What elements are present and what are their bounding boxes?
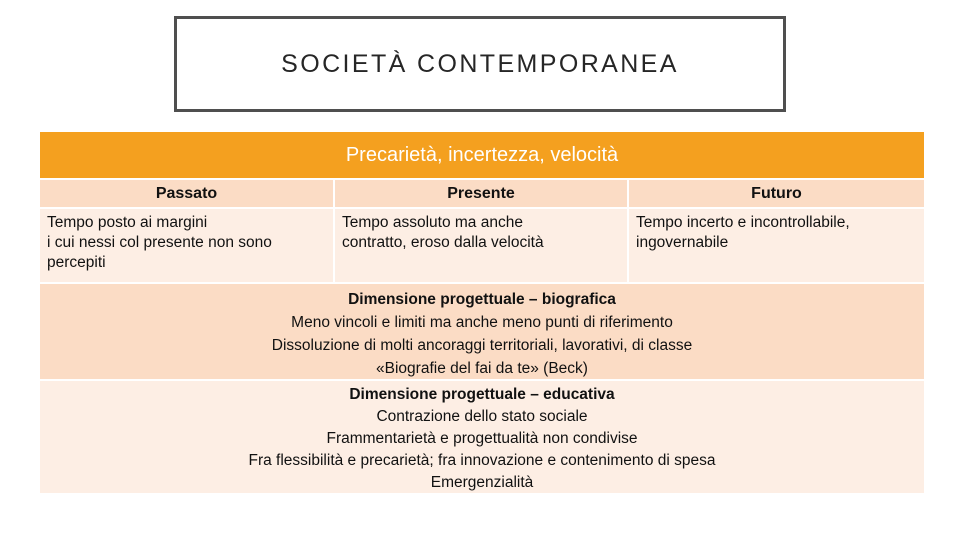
description-line: percepiti: [47, 254, 106, 271]
description-line: ingovernabile: [636, 234, 729, 251]
title-box: [174, 16, 786, 112]
table-header: [40, 130, 924, 178]
description-line: Tempo assoluto ma anche: [342, 214, 523, 231]
block-educativa: [40, 379, 924, 493]
description-line: Tempo incerto e incontrollabile,: [636, 214, 850, 231]
column-header-presente: Presente: [333, 180, 627, 207]
description-line: Tempo posto ai margini: [47, 214, 208, 231]
block-line: Emergenzialità: [430, 474, 534, 491]
block-heading: Dimensione progettuale – educativa: [349, 386, 615, 403]
description-line: contratto, eroso dalla velocità: [342, 234, 544, 251]
block-line: Contrazione dello stato sociale: [376, 408, 588, 425]
description-futuro: [627, 209, 924, 282]
column-header-passato: Passato: [40, 180, 333, 207]
block-line: Frammentarietà e progettualità non condivise: [326, 430, 638, 447]
descriptions-row: [40, 207, 924, 282]
block-line: Dissoluzione di molti ancoraggi territoriali, lavorativi, di classe: [271, 337, 693, 354]
block-line: «Biografie del fai da te» (Beck): [376, 360, 588, 377]
content-table: [40, 130, 924, 493]
description-passato: [40, 209, 333, 282]
block-heading: Dimensione progettuale – biografica: [348, 291, 616, 308]
table-header-text: Precarietà, incertezza, velocità: [345, 143, 619, 166]
description-presente: [333, 209, 627, 282]
description-line: i cui nessi col presente non sono: [47, 234, 272, 251]
block-line: Fra flessibilità e precarietà; fra innovazione e contenimento di spesa: [248, 452, 716, 469]
block-line: Meno vincoli e limiti ma anche meno punti di riferimento: [291, 314, 673, 331]
slide-title: SOCIETÀ CONTEMPORANEA: [281, 49, 679, 78]
column-headers-row: [40, 178, 924, 207]
column-header-futuro: Futuro: [627, 180, 924, 207]
block-biografica: [40, 282, 924, 379]
